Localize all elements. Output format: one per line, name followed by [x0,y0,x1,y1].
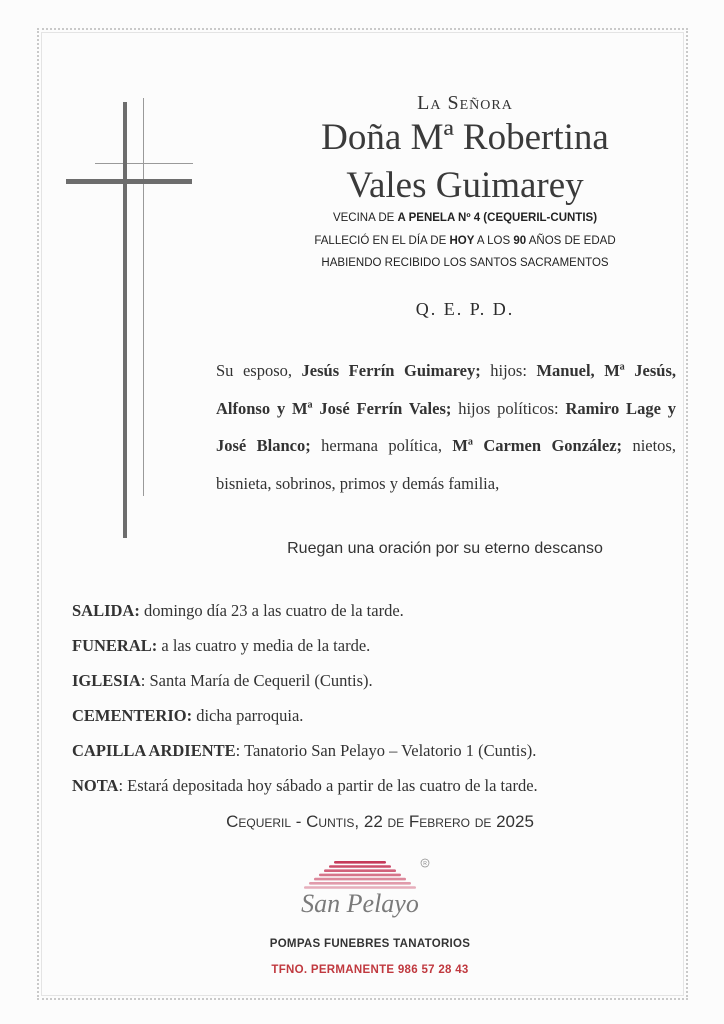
cross-icon-horizontal [66,179,192,184]
family-children: Manuel, Mª Jesús, Alfonso y Mª José Ferrín Vales; [216,361,676,418]
detail-salida [72,600,692,635]
phone-line: TFNO. PERMANENTE 986 57 28 43 [271,964,469,976]
detail-nota [72,775,692,810]
detail-text: a las cuatro y media de la tarde. [157,636,371,655]
qepd: Q. E. P. D. [415,299,515,319]
cross-icon-shadow-vertical [143,98,144,496]
detail-capilla [72,740,692,775]
detail-label: FUNERAL: [72,636,158,655]
death-prefix: FALLECIÓ EN EL DÍA DE [314,235,450,247]
cross-icon-shadow-horizontal [95,163,193,164]
death-age: 90 [513,235,527,247]
detail-label: CAPILLA ARDIENTE [72,741,236,760]
detail-label: SALIDA: [72,601,140,620]
death-mid: A LOS [474,235,514,247]
death-day: HOY [449,235,475,247]
detail-iglesia [72,670,692,705]
deceased-name-line1: Doña Mª Robertina [321,117,609,158]
logo-ray [329,865,391,868]
place-date: Cequeril - Cuntis, 22 de Febrero de 2025 [226,812,534,831]
company-tagline: POMPAS FUNEBRES TANATORIOS [269,938,471,950]
residence-line [260,212,670,224]
family-sister-in-law: Mª Carmen González; [452,436,623,455]
prayer-request: Ruegan una oración por su eterno descanso [287,540,603,557]
death-line [260,235,670,247]
cross-icon-vertical [123,102,127,538]
death-suffix: AÑOS DE EDAD [526,235,616,247]
family-text-5: nietos, bisnieta, sobrinos, primos y demás familia, [216,436,676,493]
family-paragraph [216,352,676,502]
registered-mark-letter: R [423,861,427,867]
logo-rays-icon [304,861,416,889]
detail-label: NOTA [72,776,119,795]
detail-funeral [72,635,692,670]
deceased-name-line2: Vales Guimarey [346,165,584,206]
title-la-senora: La Señora [417,92,513,114]
family-text-3: hijos políticos: [451,398,566,418]
sacraments-line: HABIENDO RECIBIDO LOS SANTOS SACRAMENTOS [321,257,609,269]
family-text-2: hijos: [480,361,537,380]
detail-cementerio [72,705,692,740]
family-text-4: hermana política, [310,436,453,455]
logo-ray [309,882,411,885]
logo-ray [314,878,406,881]
detail-label: IGLESIA [72,671,141,690]
logo-ray [334,861,386,864]
detail-text: dicha parroquia. [192,706,304,725]
detail-label: CEMENTERIO: [72,706,193,725]
san-pelayo-logo [280,855,440,935]
residence-prefix: VECINA DE [332,212,398,224]
family-spouse: Jesús Ferrín Guimarey; [301,361,481,380]
logo-text: San Pelayo [301,889,419,918]
family-in-laws: Ramiro Lage y José Blanco; [216,398,676,455]
logo-ray [319,874,401,877]
logo-ray [324,869,396,872]
detail-text: : Santa María de Cequeril (Cuntis). [140,671,373,690]
detail-text: domingo día 23 a las cuatro de la tarde. [139,601,404,620]
detail-text: : Estará depositada hoy sábado a partir de las cuatro de la tarde. [118,776,538,795]
service-details [72,600,692,810]
detail-text: : Tanatorio San Pelayo – Velatorio 1 (Cuntis). [235,741,537,760]
family-text-1: Su esposo, [216,361,302,380]
residence-address: A PENELA Nº 4 (CEQUERIL-CUNTIS) [397,212,598,224]
